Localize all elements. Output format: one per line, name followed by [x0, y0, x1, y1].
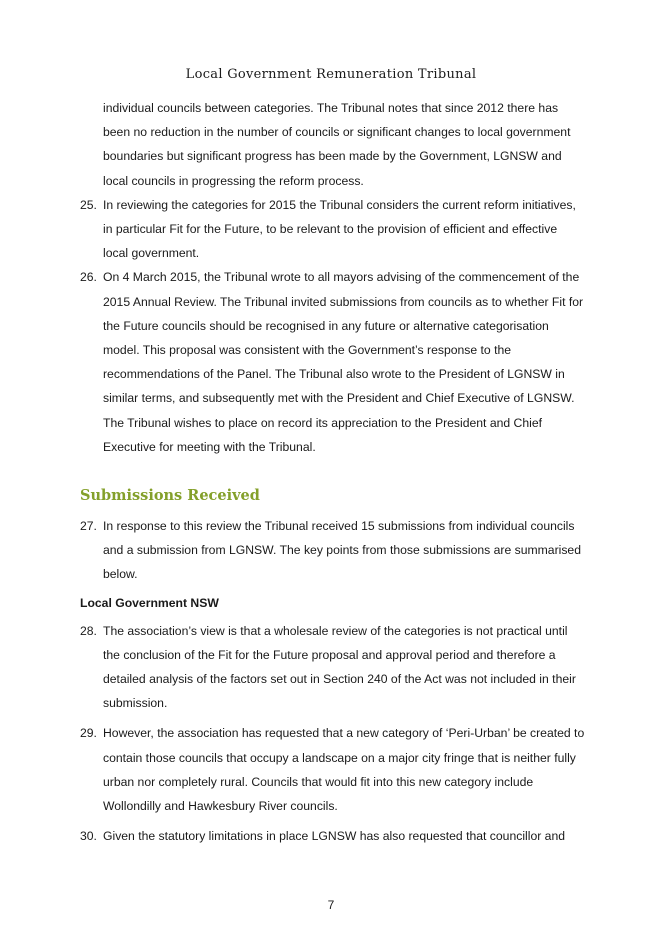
paragraph-number: 25.: [80, 197, 97, 212]
paragraph-text: The association’s view is that a wholesale review of the categories is not practical until the conclusion of the Fit for the Future proposal and approval period and therefore a detailed analysis of the factors set out in Section 240 of the Act was not included in their submission.: [103, 623, 576, 711]
paragraph-number: 28.: [80, 623, 97, 638]
paragraph-text: In reviewing the categories for 2015 the Tribunal considers the current reform initiatives, in particular Fit for the Future, to be relevant to the provision of efficient and effective local government.: [103, 197, 576, 261]
paragraph-number: 30.: [80, 829, 97, 844]
paragraph-number: 26.: [80, 270, 97, 285]
paragraph-text: However, the association has requested that a new category of ‘Peri-Urban’ be created to contain those councils that occupy a landscape on a major city fringe that is neither fully urban nor completely rural. Councils that would fit into this new category include Wollondilly and Hawkesbury River councils.: [103, 726, 585, 814]
paragraph-number: 27.: [80, 519, 97, 534]
paragraph-30: [80, 824, 585, 848]
paragraph-26: [80, 265, 585, 459]
paragraph-number: 29.: [80, 726, 97, 741]
paragraph-29: [80, 721, 585, 818]
paragraph-text: On 4 March 2015, the Tribunal wrote to all mayors advising of the commencement of the 2015 Annual Review. The Tribunal invited submissions from councils as to whether Fit for the Future councils should be recognised in any future or alternative categorisation model. This proposal was consistent with the Government’s response to the recommendations of the Panel. The Tribunal also wrote to the President of LGNSW in similar terms, and subsequently met with the President and Chief Executive of LGNSW. The Tribunal wishes to place on record its appreciation to the President and Chief Executive for meeting with the Tribunal.: [103, 270, 584, 454]
paragraph-27: [80, 514, 585, 587]
subheading-local-government-nsw: Local Government NSW: [80, 595, 219, 610]
paragraph-28: [80, 619, 585, 716]
page-body: [80, 96, 585, 848]
section-heading-submissions-received: Submissions Received: [80, 487, 260, 505]
continued-paragraph-text: individual councils between categories. The Tribunal notes that since 2012 there has been no reduction in the number of councils or significant changes to local government boundaries but significant progress has been made by the Government, LGNSW and local councils in progressing the reform process.: [103, 101, 571, 188]
page-number: 7: [327, 898, 335, 912]
paragraph-text: In response to this review the Tribunal received 15 submissions from individual councils and a submission from LGNSW. The key points from those submissions are summarised below.: [103, 519, 581, 582]
paragraph-25: [80, 193, 585, 266]
paragraph-text: Given the statutory limitations in place LGNSW has also requested that councillor and: [103, 829, 566, 844]
running-header: Local Government Remuneration Tribunal: [185, 67, 477, 82]
